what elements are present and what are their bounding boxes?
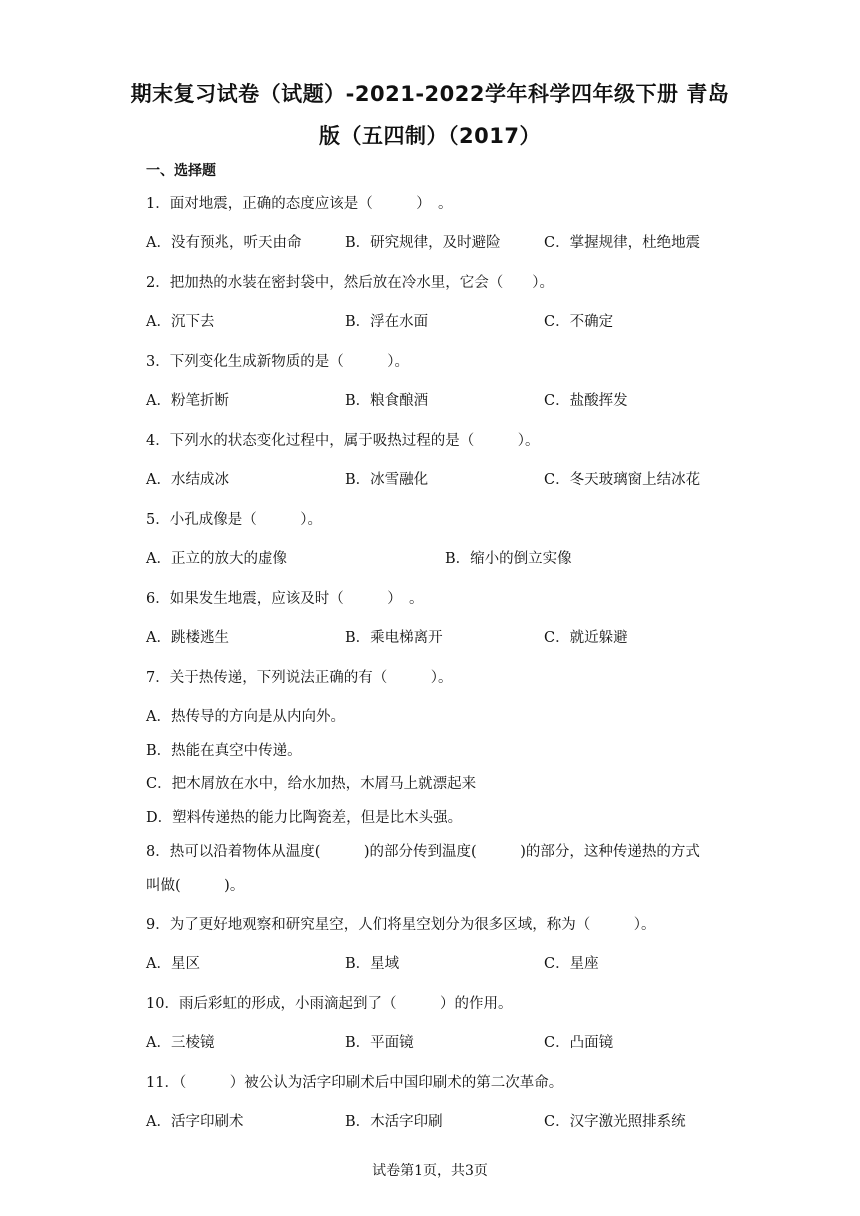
question-7: 7．关于热传递，下列说法正确的有（ ）。	[146, 670, 453, 686]
q6-option-c: C．就近躲避	[544, 630, 628, 646]
question-9: 9．为了更好地观察和研究星空，人们将星空划分为很多区域，称为（ ）。	[146, 917, 656, 933]
q6-option-b: B．乘电梯离开	[345, 630, 443, 646]
q9-option-b: B．星域	[345, 956, 400, 972]
q10-option-a: A．三棱镜	[146, 1035, 215, 1051]
q9-option-c: C．星座	[544, 956, 599, 972]
q11-option-b: B．木活字印刷	[345, 1114, 443, 1130]
q6-option-a: A．跳楼逃生	[146, 630, 229, 646]
q7-option-b: B．热能在真空中传递。	[146, 743, 302, 759]
page-title-line1: 期末复习试卷（试题）-2021-2022学年科学四年级下册 青岛	[130, 82, 730, 106]
question-10: 10．雨后彩虹的形成，小雨滴起到了（ ）的作用。	[146, 996, 513, 1012]
question-11: 11．（ ）被公认为活字印刷术后中国印刷术的第二次革命。	[146, 1075, 564, 1091]
question-8-line1: 8．热可以沿着物体从温度( )的部分传到温度( )的部分，这种传递热的方式	[146, 844, 700, 860]
q4-option-c: C．冬天玻璃窗上结冰花	[544, 472, 701, 488]
q1-option-b: B．研究规律，及时避险	[345, 235, 501, 251]
section-heading: 一、选择题	[146, 163, 216, 179]
question-4: 4．下列水的状态变化过程中，属于吸热过程的是（ ）。	[146, 433, 540, 449]
q11-option-c: C．汉字激光照排系统	[544, 1114, 686, 1130]
question-3: 3．下列变化生成新物质的是（ ）。	[146, 354, 409, 370]
q11-option-a: A．活字印刷术	[146, 1114, 244, 1130]
page-title-line2: 版（五四制）（2017）	[319, 124, 541, 148]
q3-option-a: A．粉笔折断	[146, 393, 229, 409]
page-footer: 试卷第1页，共3页	[372, 1163, 488, 1179]
question-2: 2．把加热的水装在密封袋中，然后放在冷水里，它会（ ）。	[146, 275, 554, 291]
q5-option-b: B．缩小的倒立实像	[445, 551, 572, 567]
question-5: 5．小孔成像是（ ）。	[146, 512, 322, 528]
question-8-line2: 叫做( )。	[146, 878, 245, 894]
question-6: 6．如果发生地震，应该及时（ ） 。	[146, 591, 424, 607]
q1-option-a: A．没有预兆，听天由命	[146, 235, 302, 251]
q10-option-b: B．平面镜	[345, 1035, 414, 1051]
q7-option-c: C．把木屑放在水中，给水加热，木屑马上就漂起来	[146, 776, 477, 792]
q7-option-a: A．热传导的方向是从内向外。	[146, 709, 345, 725]
question-1: 1．面对地震，正确的态度应该是（ ） 。	[146, 196, 453, 212]
q3-option-b: B．粮食酿酒	[345, 393, 429, 409]
q2-option-c: C．不确定	[544, 314, 614, 330]
q2-option-a: A．沉下去	[146, 314, 215, 330]
q4-option-b: B．冰雪融化	[345, 472, 429, 488]
q10-option-c: C．凸面镜	[544, 1035, 614, 1051]
q7-option-d: D．塑料传递热的能力比陶瓷差，但是比木头强。	[146, 810, 463, 826]
q9-option-a: A．星区	[146, 956, 200, 972]
q3-option-c: C．盐酸挥发	[544, 393, 628, 409]
q1-option-c: C．掌握规律，杜绝地震	[544, 235, 701, 251]
q4-option-a: A．水结成冰	[146, 472, 229, 488]
q2-option-b: B．浮在水面	[345, 314, 429, 330]
q5-option-a: A．正立的放大的虚像	[146, 551, 287, 567]
